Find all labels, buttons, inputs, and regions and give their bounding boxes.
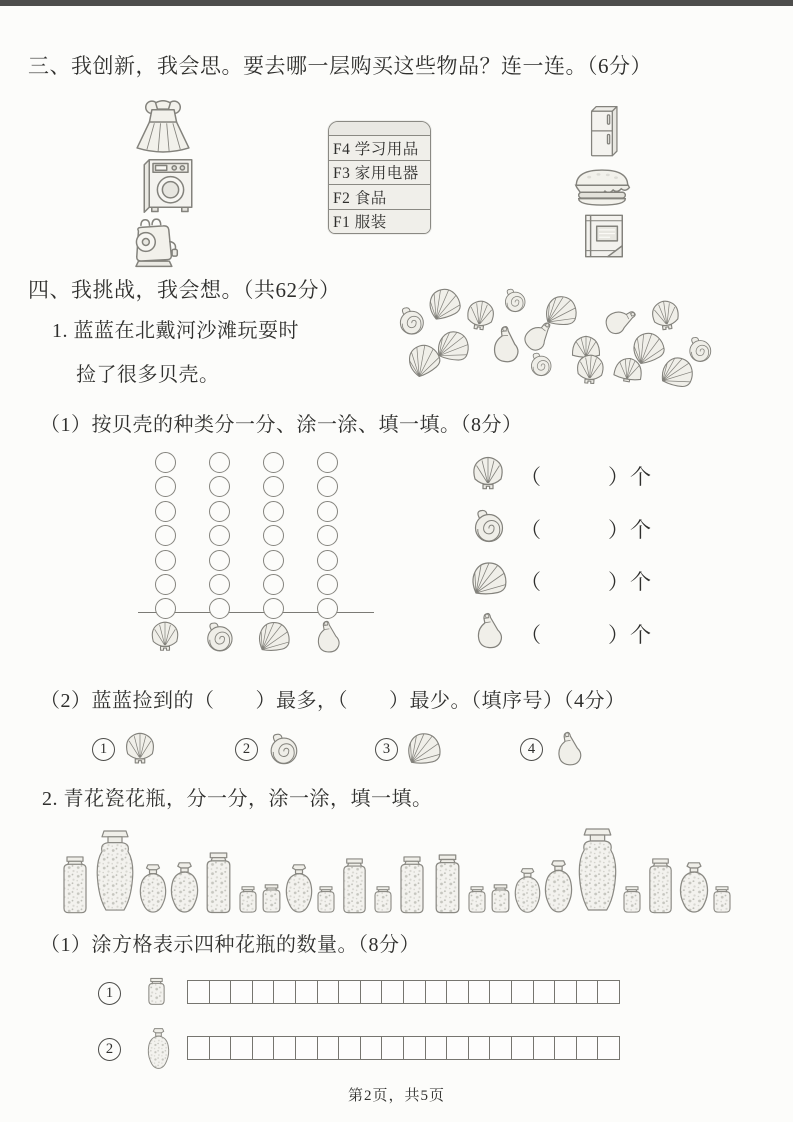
floor-sign-row: F1 服装	[329, 210, 430, 234]
circled-number: 3	[375, 738, 398, 761]
grid-cell	[533, 980, 556, 1004]
scattered-shell	[571, 351, 610, 394]
shell-option	[92, 730, 159, 768]
amphora-vase-icon	[146, 1028, 171, 1070]
circled-number: 2	[235, 738, 258, 761]
small-jar-vase-icon	[372, 886, 394, 914]
tally-circle	[209, 501, 230, 522]
grid-cell	[360, 980, 383, 1004]
q1-text-line2: 捡了很多贝壳。	[76, 364, 220, 386]
tally-column-conch	[316, 452, 338, 623]
tally-circle	[317, 550, 338, 571]
tall-jar-vase-icon	[338, 858, 371, 914]
sign-header	[329, 122, 430, 136]
scan-edge-strip	[0, 0, 793, 6]
q2-part1-text: （1）涂方格表示四种花瓶的数量。（8分）	[40, 934, 420, 956]
grid-cell	[252, 1036, 275, 1060]
small-jar-vase-icon	[260, 884, 283, 914]
grid-cell	[295, 980, 318, 1004]
grid-cell	[317, 980, 340, 1004]
grid-cell	[381, 1036, 404, 1060]
spiral-shell-icon	[394, 304, 428, 338]
grid-cell	[403, 980, 426, 1004]
tally-column-fan	[262, 452, 284, 623]
small-jar-vase-icon	[146, 976, 167, 1008]
count-grid	[187, 980, 620, 1004]
count-blank-label: （ ）个	[520, 465, 652, 490]
tall-jar-vase-icon	[644, 858, 677, 914]
book-icon	[576, 210, 632, 262]
clam-shell-icon	[608, 349, 650, 391]
shell-count-row	[468, 450, 728, 503]
amphora-vase-icon	[543, 860, 574, 914]
big-vase-vase-icon	[93, 830, 137, 914]
pencil-sharpener-icon	[126, 216, 188, 268]
small-jar-vase-icon	[621, 886, 643, 914]
fan-shell-icon	[468, 559, 508, 599]
grid-cell	[576, 1036, 599, 1060]
scallop-shell-icon	[121, 730, 159, 768]
spiral-shell-icon	[264, 730, 302, 768]
grid-cell	[230, 1036, 253, 1060]
tally-circle	[317, 598, 338, 619]
tally-circle	[317, 525, 338, 546]
section3-title: 三、我创新，我会思。要去哪一层购买这些物品？连一连。（6分）	[28, 54, 652, 78]
page-number: 第2页，共5页	[347, 1088, 445, 1104]
conch-shell-icon	[468, 611, 508, 651]
tally-circle	[263, 501, 284, 522]
grid-cell	[273, 980, 296, 1004]
tally-column-scallop	[154, 452, 176, 623]
count-blank-label: （ ）个	[520, 570, 652, 595]
grid-cell	[273, 1036, 296, 1060]
grid-cell	[597, 980, 620, 1004]
dress-icon	[126, 98, 200, 156]
shell-option	[375, 730, 442, 768]
count-blank-label: （ ）个	[520, 517, 652, 542]
circled-number: 4	[520, 738, 543, 761]
grid-cell	[230, 980, 253, 1004]
conch-shell-icon	[309, 619, 345, 655]
scallop-shell-icon	[468, 454, 508, 494]
fan-shell-icon	[404, 730, 442, 768]
grid-cell	[187, 980, 210, 1004]
grid-cell	[468, 1036, 491, 1060]
amphora-vase-icon	[678, 862, 710, 914]
grid-cell	[597, 1036, 620, 1060]
grid-cell	[576, 980, 599, 1004]
amphora-vase-icon	[284, 864, 314, 914]
shell-count-row	[468, 608, 728, 661]
tally-circle	[155, 574, 176, 595]
scattered-shell	[394, 304, 428, 343]
scattered-shell	[421, 282, 466, 331]
scattered-shell	[500, 286, 529, 320]
q1-text-line1: 1. 蓝蓝在北戴河沙滩玩耍时	[52, 320, 299, 342]
grid-cell	[360, 1036, 383, 1060]
floor-directory-sign	[328, 121, 431, 234]
grid-cell	[489, 980, 512, 1004]
amphora-vase-icon	[169, 862, 200, 914]
small-jar-vase-icon	[489, 884, 512, 914]
grid-cell	[511, 1036, 534, 1060]
tall-jar-vase-icon	[201, 852, 236, 914]
spiral-shell-icon	[500, 286, 529, 315]
scallop-shell-icon	[571, 351, 609, 389]
tally-column-spiral	[208, 452, 230, 623]
row-vase-icon	[146, 1028, 171, 1075]
grid-cell	[425, 1036, 448, 1060]
section4-title: 四、我挑战，我会想。（共62分）	[28, 278, 341, 302]
tally-circle	[317, 574, 338, 595]
big-vase-vase-icon	[575, 828, 620, 914]
tally-circle	[263, 598, 284, 619]
amphora-vase-icon	[138, 864, 168, 914]
grid-cell	[381, 980, 404, 1004]
tally-circle	[263, 574, 284, 595]
grid-cell	[252, 980, 275, 1004]
scallop-shell-icon	[147, 619, 183, 655]
amphora-vase-icon	[513, 868, 542, 914]
tally-circle	[155, 598, 176, 619]
tall-jar-vase-icon	[430, 854, 465, 914]
circled-number: 1	[98, 982, 121, 1005]
spiral-shell-icon	[201, 619, 237, 655]
tally-circle	[155, 501, 176, 522]
shell-option	[520, 730, 587, 768]
tally-circle	[263, 550, 284, 571]
floor-sign-row: F4 学习用品	[329, 136, 430, 161]
tally-circle	[209, 574, 230, 595]
grid-cell	[317, 1036, 340, 1060]
tally-circle	[155, 525, 176, 546]
q1-part2-text: （2）蓝蓝捡到的（ ）最多，（ ）最少。（填序号）（4分）	[40, 690, 626, 712]
small-jar-vase-icon	[466, 886, 488, 914]
scattered-shell	[607, 349, 650, 396]
tally-circle	[155, 476, 176, 497]
floor-sign-row: F3 家用电器	[329, 161, 430, 186]
circled-number: 1	[92, 738, 115, 761]
scattered-shell	[526, 350, 555, 384]
tally-circle	[263, 476, 284, 497]
shell-count-row	[468, 555, 728, 608]
tally-circle	[317, 501, 338, 522]
tally-circle	[317, 476, 338, 497]
grid-cell	[187, 1036, 210, 1060]
fan-shell-icon	[255, 619, 291, 655]
grid-cell	[489, 1036, 512, 1060]
conch-shell-icon	[549, 730, 587, 768]
tally-circle	[209, 525, 230, 546]
grid-cell	[209, 980, 232, 1004]
vases-row-illustration	[58, 824, 738, 914]
grid-cell	[403, 1036, 426, 1060]
q1-part1-text: （1）按贝壳的种类分一分、涂一涂、填一填。（8分）	[40, 414, 523, 436]
tally-circle	[155, 452, 176, 473]
grid-cell	[338, 1036, 361, 1060]
tally-chart	[146, 452, 368, 668]
grid-cell	[209, 1036, 232, 1060]
tall-jar-vase-icon	[58, 856, 92, 914]
q2-text: 2. 青花瓷花瓶，分一分，涂一涂，填一填。	[42, 788, 433, 810]
grid-cell	[511, 980, 534, 1004]
grid-cell	[425, 980, 448, 1004]
tall-jar-vase-icon	[395, 856, 429, 914]
scattered-shells-illustration	[388, 280, 790, 398]
floor-sign-row: F2 食品	[329, 185, 430, 210]
tally-circle	[263, 452, 284, 473]
grid-cell	[295, 1036, 318, 1060]
small-jar-vase-icon	[237, 886, 259, 914]
grid-cell	[554, 1036, 577, 1060]
shell-option	[235, 730, 302, 768]
spiral-shell-icon	[526, 350, 555, 379]
count-blank-label: （ ）个	[520, 622, 652, 647]
shell-options-row	[80, 722, 740, 772]
grid-cell	[446, 980, 469, 1004]
shell-count-answers	[468, 450, 728, 660]
grid-cell	[533, 1036, 556, 1060]
count-grid	[187, 1036, 620, 1060]
small-jar-vase-icon	[711, 886, 733, 914]
grid-cell	[554, 980, 577, 1004]
grid-cell	[338, 980, 361, 1004]
shell-count-row	[468, 503, 728, 556]
refrigerator-icon	[582, 104, 626, 162]
circled-number: 2	[98, 1038, 121, 1061]
tally-circle	[209, 598, 230, 619]
tally-circle	[209, 550, 230, 571]
tally-circle	[263, 525, 284, 546]
small-jar-vase-icon	[315, 886, 337, 914]
tally-circle	[317, 452, 338, 473]
grid-cell	[468, 980, 491, 1004]
row-vase-icon	[146, 976, 167, 1013]
tally-circle	[209, 452, 230, 473]
grid-cell	[446, 1036, 469, 1060]
tally-circle	[209, 476, 230, 497]
washing-machine-icon	[136, 156, 200, 216]
spiral-shell-icon	[468, 506, 508, 546]
tally-circle	[155, 550, 176, 571]
hamburger-icon	[570, 166, 634, 208]
